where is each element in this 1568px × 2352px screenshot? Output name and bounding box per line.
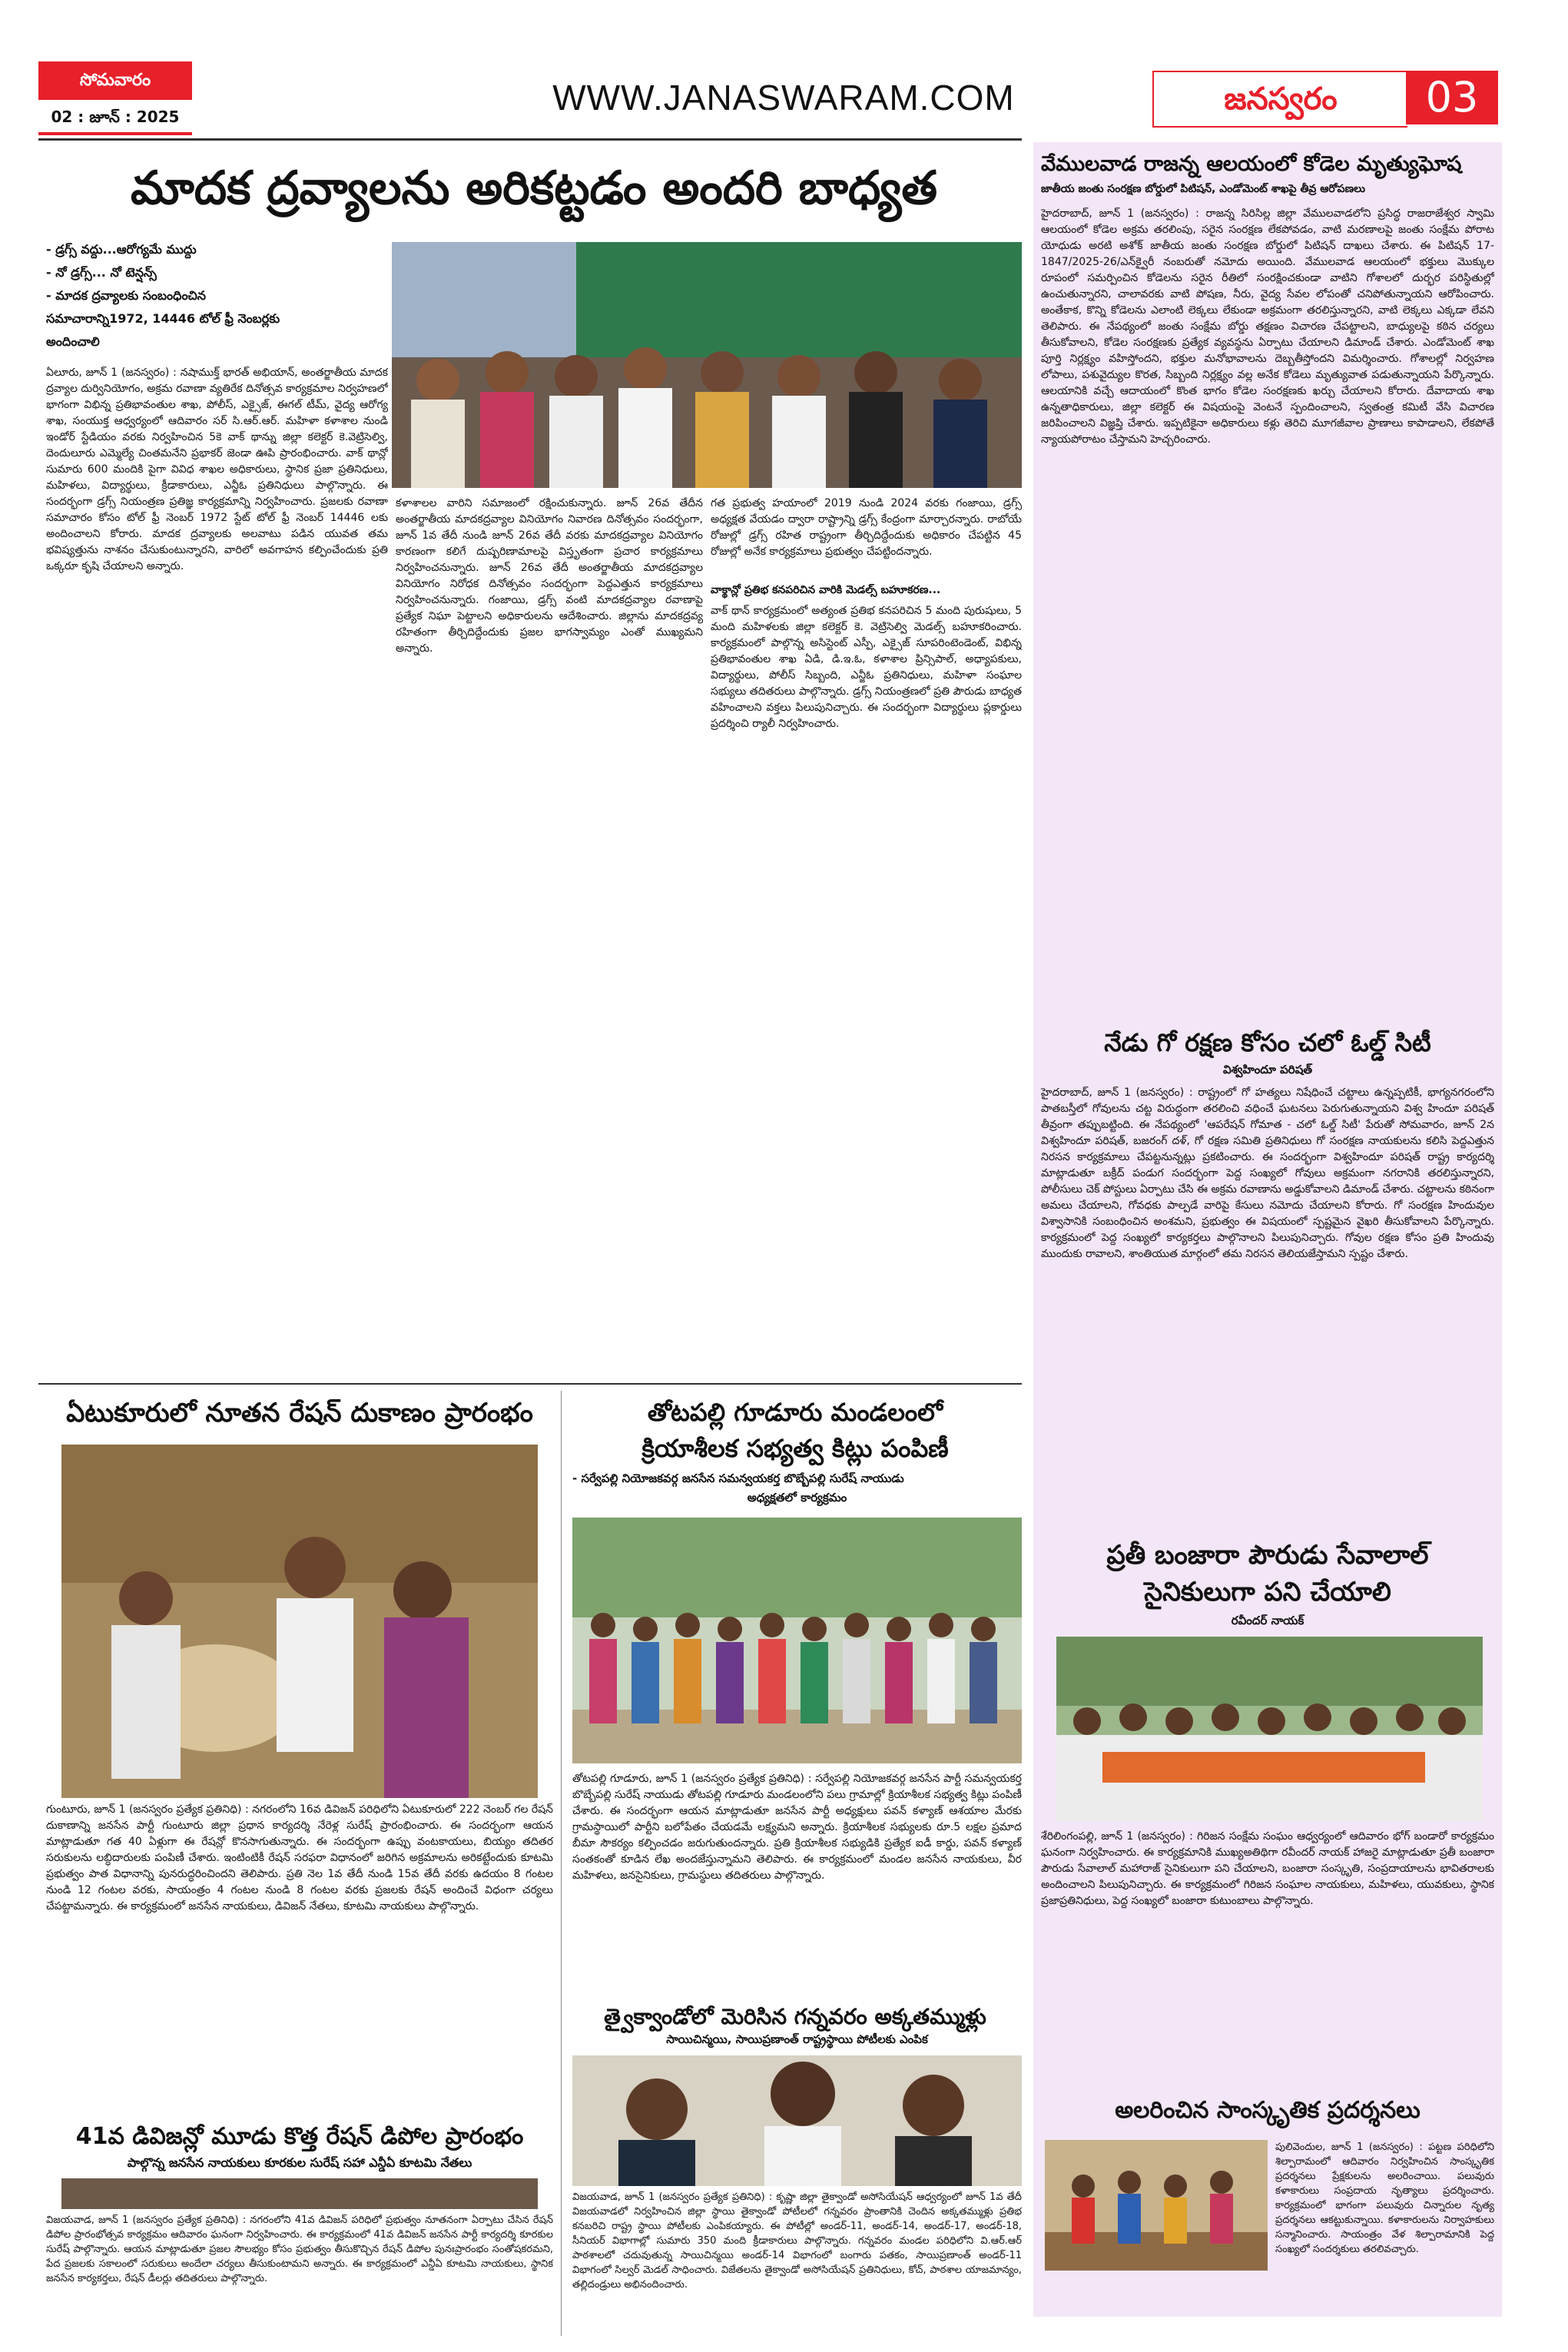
ration1-headline: ఏటుకూరులో నూతన రేషన్ దుకాణం ప్రారంభం	[66, 1398, 533, 1428]
kits-photo	[572, 1518, 1022, 1763]
section-rule	[38, 1383, 1022, 1385]
day-label: సోమవారం	[38, 61, 192, 100]
ration1-body: గుంటూరు, జూన్ 1 (జనస్వరం ప్రత్యేక ప్రతినిధి) : నగరంలోని 16వ డివిజన్ పరిధిలోని ఏటుకూరులో 222 నెంబర్ గల రేషన్ దుకాణాన్ని జనసేన పార్టీ గుంటూరు జిల్లా ప్రధాన కార్యదర్శి నేరెళ్ల సురేష్ ప్రారంభించారు. ఈ సందర్భంగా ఆయన మాట్లాడుతూ గత 40 ఏళ్లుగా ఈ రేషన్లో కొనసాగుతున్నారు. ఈ సందర్భంగా ఉప్పు వంటకాయలు, బియ్యం తదితర సరుకులను లబ్ధిదారులకు పంపిణీ చేశారు. ఇంటింటికీ రేషన్ సరఫరా విధానంలో జరిగిన అక్రమాలను అరికట్టేందుకు కూటమి ప్రభుత్వం పాత విధానాన్ని పునరుద్ధరించిందని తెలిపారు. ప్రతి నెల 1వ తేదీ నుండి 15వ తేదీ వరకు ఉదయం 8 గంటల నుండి 12 గంటల వరకు, సాయంత్రం 4 గంటల నుండి 8 గంటల వరకు ప్రజలకు రేషన్ అందించే విధంగా చర్యలు చేపట్టామన్నారు. ఈ కార్యక్రమంలో జనసేన నాయకులు, డివిజన్ నేతలు, కూటమి నాయకులు పాల్గొన్నారు.	[46, 1803, 553, 1912]
site-url[interactable]: WWW.JANASWARAM.COM	[552, 78, 1015, 118]
sports-photo	[572, 2055, 1022, 2186]
ration2-subhead: పాల్గొన్న జనసేన నాయకులు కూరకుల సురేష్ సహా ఎన్డీఏ కూటమి నేతలు	[127, 2155, 472, 2170]
main-headline: మాదక ద్రవ్యాలను అరికట్టడం అందరి బాధ్యత	[130, 161, 938, 215]
side-headline2: నేడు గో రక్షణ కోసం చలో ఓల్డ్ సిటీ	[1104, 1028, 1431, 1057]
side-photo4	[1045, 2140, 1268, 2271]
main-body-col3: గత ప్రభుత్వ హయాంలో 2019 నుండి 2024 వరకు గంజాయి, డ్రగ్స్ అధ్యక్షత వేయడం ద్వారా రాష్ట్రాన్ని డ్రగ్స్ కేంద్రంగా మార్చారన్నారు. రాబోయే రోజుల్లో డ్రగ్స్ రహిత రాష్ట్రంగా తీర్చిదిద్దేందుకు అధికారం చేపట్టిన 45 రోజుల్లో అనేక కార్యక్రమాలు ప్రభుత్వం చేపట్టిందన్నారు.	[711, 497, 1022, 558]
main-body-col2: కళాశాలల వారిని సమాజంలో రక్షించుకున్నారు. జూన్ 26వ తేదీన అంతర్జాతీయ మాదకద్రవ్యాల వినియోగం నివారణ దినోత్సవం సందర్భంగా, జూన్ 1వ తేదీ నుండి జూన్ 26వ తేదీ వరకు మాదకద్రవ్యాల వినియోగం కారణంగా కలిగే దుష్పరిణామాలపై విస్తృతంగా ప్రచార కార్యక్రమాలు నిర్వహించనున్నారు. జూన్ 26వ తేదీ అంతర్జాతీయ మాదకద్రవ్యాల వినియోగం నిరోధక దినోత్సవం సందర్భంగా పెద్దఎత్తున కార్యక్రమాలు నిర్వహించనున్నారు. గంజాయి, డ్రగ్స్ వంటి మాదకద్రవ్యాల రవాణాపై ప్రత్యేక నిఘా పెట్టాలని అధికారులను ఆదేశించారు. జిల్లాను మాదకద్రవ్య రహితంగా తీర్చిదిద్దేందుకు ప్రజల భాగస్వామ్యం ఎంతో ముఖ్యమని అన్నారు.	[396, 497, 703, 655]
main-photo	[392, 242, 1022, 488]
main-body-col1: ఏలూరు, జూన్ 1 (జనస్వరం) : నషాముక్త్ భారత్ అభియాన్, అంతర్జాతీయ మాదక ద్రవ్యాల దుర్వినియోగం, అక్రమ రవాణా వ్యతిరేక దినోత్సవ కార్యక్రమాల నిర్వహణలో భాగంగా విభిన్న ప్రతిభావంతుల శాఖ, పోలీస్, ఎక్సైజ్, ఈగల్ టీమ్, వైద్య ఆరోగ్య శాఖ, సంయుక్త ఆధ్వర్యంలో ఆదివారం సర్ సి.ఆర్.ఆర్. మహిళా కళాశాల నుండి ఇండోర్ స్టేడియం వరకు నిర్వహించిన 5కె వాక్ థాన్ను జిల్లా కలెక్టర్ కె.వెట్రిసెల్వి, దెందులూరు ఎమ్మెల్యే చింతమనేని ప్రభాకర్ జెండా ఊపి ప్రారంభించారు. వాక్ థాన్లో సుమారు 600 మందికి పైగా వివిధ శాఖల అధికారులు, స్థానిక ప్రజా ప్రతినిధులు, మహిళలు, విద్యార్థులు, క్రీడాకారులు, ఎన్జీఓ ప్రతినిధులు పాల్గొన్నారు. ఈ సందర్భంగా డ్రగ్స్ నియంత్రణ ప్రతిజ్ఞ కార్యక్రమాన్ని నిర్వహించారు. ప్రజలకు రవాణా సమాచారం కోసం టోల్ ఫ్రీ నెంబర్ 1972 స్టేట్ టోల్ ఫ్రీ నెంబర్ 14446 లకు అందించాలని కోరారు. మాదక ద్రవ్యాలకు అలవాటు పడిన యువత తమ భవిష్యత్తును నాశనం చేసుకుంటున్నారని, వారిలో అవగాహన కల్పించేందుకు ప్రతి ఒక్కరూ కృషి చేయాలని అన్నారు.	[46, 367, 388, 572]
kits-subhead2: అధ్యక్షతలో కార్యక్రమం	[747, 1491, 847, 1504]
bullet-item: - డ్రగ్స్ వద్దు...ఆరోగ్యమే ముద్దు	[46, 242, 197, 257]
ration1-photo	[61, 1445, 538, 1798]
side-photo3	[1056, 1637, 1483, 1821]
kits-body: తోటపల్లి గూడూరు, జూన్ 1 (జనస్వరం ప్రత్యేక ప్రతినిధి) : సర్వేపల్లి నియోజకవర్గ జనసేన పార్టీ సమన్వయకర్త బొబ్బేపల్లి సురేష్ నాయుడు తోటపల్లి గూడూరు మండలంలోని పలు గ్రామాల్లో క్రియాశీలక సభ్యత్వ కిట్లు పంపిణీ చేశారు. ఈ సందర్భంగా ఆయన మాట్లాడుతూ జనసేన పార్టీ అధ్యక్షులు పవన్ కళ్యాణ్ ఆశయాల మేరకు గ్రామస్థాయిలో పార్టీని బలోపేతం చేయడమే లక్ష్యమని అన్నారు. క్రియాశీలక సభ్యులకు రూ.5 లక్షల ప్రమాద బీమా సౌకర్యం కల్పించడం జరుగుతుందన్నారు. ప్రతి క్రియాశీలక సభ్యుడికి ప్రత్యేక ఐడీ కార్డు, పవన్ కళ్యాణ్ సంతకంతో కూడిన లేఖ అందజేస్తున్నామని తెలిపారు. ఈ కార్యక్రమంలో మండల జనసేన నాయకులు, వీర మహిళలు, జనసైనికులు, గ్రామస్థులు తదితరులు పాల్గొన్నారు.	[572, 1773, 1022, 1882]
bullet-item: సమాచారాన్ని1972, 14446 టోల్ ఫ్రీ నెంబర్లకు	[46, 311, 280, 326]
bullet-item: అందించాలి	[46, 334, 100, 349]
kits-headline-line1: తోటపల్లి గూడూరు మండలంలో	[647, 1398, 943, 1427]
main-body-col3b: వాక్ థాన్ కార్యక్రమంలో అత్యంత ప్రతిభ కనపరిచిన 5 మంది పురుషులు, 5 మంది మహిళలకు జిల్లా కలెక్టర్ కె. వెట్రిసెల్వి మెడల్స్ బహూకరించారు. కార్యక్రమంలో పాల్గొన్న అసిస్టెంట్ ఎస్పీ, ఎక్సైజ్ సూపరింటెండెంట్, విభిన్న ప్రతిభావంతుల శాఖ ఏడి, డి.ఇ.ఓ, కళాశాల ప్రిన్సిపాల్, అధ్యాపకులు, విద్యార్థులు, పోలీస్ సిబ్బంది, ఎన్జీఓ ప్రతినిధులు, మహిళా సంఘాల సభ్యులు తదితరులు పాల్గొన్నారు. డ్రగ్స్ నియంత్రణలో ప్రతి పౌరుడు బాధ్యత వహించాలని వక్తలు పిలుపునిచ్చారు. ఈ సందర్భంగా విద్యార్థులు ప్లకార్డులు ప్రదర్శించి ర్యాలీ నిర్వహించారు.	[711, 605, 1022, 730]
main-subhead: వాక్థాన్లో ప్రతిభ కనపరిచిన వారికి మెడల్స్ బహూకరణ...	[711, 584, 941, 596]
kits-subhead: - సర్వేపల్లి నియోజకవర్గ జనసేన సమన్వయకర్త బొబ్బేపల్లి సురేష్ నాయుడు	[572, 1471, 904, 1485]
sports-body: విజయవాడ, జూన్ 1 (జనస్వరం ప్రత్యేక ప్రతినిధి) : కృష్ణా జిల్లా తైక్వాండో అసోసియేషన్ ఆధ్వర్యంలో జూన్ 1వ తేదీ విజయవాడలో నిర్వహించిన జిల్లా స్థాయి తైక్వాండో పోటీలలో గన్నవరం ప్రాంతానికి చెందిన అక్కతమ్ముళ్లు ప్రతిభ కనబరిచి రాష్ట్ర స్థాయి పోటీలకు ఎంపికయ్యారు. ఈ పోటీల్లో అండర్-11, అండర్-14, అండర్-17, అండర్-18, సీనియర్ విభాగాల్లో సుమారు 350 మంది క్రీడాకారులు పాల్గొన్నారు. గన్నవరం మండల పరిధిలోని వి.ఆర్.ఆర్ పాఠశాలలో చదువుతున్న సాయిచిన్మయి అండర్-14 విభాగంలో బంగారు పతకం, సాయిప్రణాంత్ అండర్-11 విభాగంలో సిల్వర్ మెడల్ సాధించారు. విజేతలను తైక్వాండో అసోసియేషన్ ప్రతినిధులు, కోచ్, పాఠశాల యాజమాన్యం, తల్లిదండ్రులు అభినందించారు.	[572, 2191, 1022, 2291]
sports-subhead: సాయిచిన్మయి, సాయిప్రణాంత్ రాష్ట్రస్థాయి పోటీలకు ఎంపిక	[666, 2032, 928, 2046]
side-subhead: జాతీయ జంతు సంరక్షణ బోర్డులో పిటిషన్, ఎండోమెంట్ శాఖపై తీవ్ర ఆరోపణలు	[1041, 183, 1365, 195]
newspaper-logo: జనస్వరం	[1152, 71, 1407, 128]
side-headline4: అలరించిన సాంస్కృతిక ప్రదర్శనలు	[1115, 2097, 1420, 2124]
date-label: 02 : జూన్ : 2025	[38, 101, 192, 135]
main-bullets	[46, 238, 384, 353]
side-body4: పులివెందుల, జూన్ 1 (జనస్వరం) : పట్టణ పరిధిలోని శిల్పారామంలో ఆదివారం నిర్వహించిన సాంస్కృతిక ప్రదర్శనలు ప్రేక్షకులను అలరించాయి. పలువురు కళాకారులు సంప్రదాయ నృత్యాలు ప్రదర్శించారు. కార్యక్రమంలో భాగంగా పలువురు చిన్నారుల నృత్య ప్రదర్శనలు ఆకట్టుకున్నాయి. కళాకారులను నిర్వాహకులు సన్మానించారు. సాయంత్రం వేళ శిల్పారామానికి పెద్ద సంఖ్యలో సందర్శకులు తరలివచ్చారు.	[1275, 2141, 1494, 2255]
sports-headline: త్వైక్వాండోలో మెరిసిన గన్నవరం అక్కతమ్ముళ్లు	[604, 2004, 986, 2029]
side-body3: శేరిలింగంపల్లి, జూన్ 1 (జనస్వరం) : గిరిజన సంక్షేమ సంఘం ఆధ్వర్యంలో ఆదివారం భోగ్ బండారో కార్యక్రమం ఘనంగా నిర్వహించారు. ఈ కార్యక్రమానికి ముఖ్యఅతిథిగా రవీందర్ నాయక్ హాజరై మాట్లాడుతూ ప్రతీ బంజారా పౌరుడు సేవాలాల్ మహారాజ్ సైనికులుగా పని చేయాలని, బంజారా సంస్కృతి, సంప్రదాయాలను భావితరాలకు అందించాలని పిలుపునిచ్చారు. ఈ కార్యక్రమంలో గిరిజన సంఘాల నాయకులు, మహిళలు, యువకులు, స్థానిక ప్రజాప్రతినిధులు, పెద్ద సంఖ్యలో బంజారా కుటుంబాలు పాల్గొన్నారు.	[1041, 1830, 1494, 1907]
ration2-headline: 41వ డివిజన్లో మూడు కొత్త రేషన్ డిపోల ప్రారంభం	[75, 2123, 524, 2150]
side-headline: వేములవాడ రాజన్న ఆలయంలో కోడెల మృత్యుఘోష	[1041, 152, 1462, 176]
bullet-item: - నో డ్రగ్స్... నో టెన్షన్స్	[46, 265, 157, 280]
bullet-item: - మాదక ద్రవ్యాలకు సంబంధించిన	[46, 288, 207, 303]
page-number: 03	[1406, 71, 1498, 124]
header-rule	[38, 138, 1022, 141]
side-subhead3: రవీందర్ నాయక్	[1231, 1614, 1304, 1627]
ration2-body: విజయవాడ, జూన్ 1 (జనస్వరం ప్రత్యేక ప్రతినిధి) : నగరంలోని 41వ డివిజన్ పరిధిలో ప్రభుత్వం నూతనంగా ఏర్పాటు చేసిన రేషన్ డిపోల ప్రారంభోత్సవ కార్యక్రమం ఆదివారం ఘనంగా నిర్వహించారు. ఈ కార్యక్రమంలో 41వ డివిజన్ జనసేన పార్టీ కార్యదర్శి కూరకుల సురేష్ పాల్గొన్నారు. ఆయన మాట్లాడుతూ ప్రజల సౌలభ్యం కోసం ప్రభుత్వం తీసుకొచ్చిన రేషన్ డిపోల పునఃప్రారంభం సంతోషకరమని, పేద ప్రజలకు సకాలంలో సరుకులు అందేలా చర్యలు తీసుకుంటామని అన్నారు. ఈ కార్యక్రమంలో ఎన్డీఏ కూటమి నాయకులు, స్థానిక జనసేన కార్యకర్తలు, రేషన్ డీలర్లు తదితరులు పాల్గొన్నారు.	[46, 2214, 553, 2284]
side-headline3-line1: ప్రతీ బంజారా పౌరుడు సేవాలాల్	[1106, 1540, 1429, 1571]
side-body2: హైదరాబాద్, జూన్ 1 (జనస్వరం) : రాష్ట్రంలో గో హత్యలు నిషేధించే చట్టాలు ఉన్నప్పటికీ, భాగ్యనగరంలోని పాతబస్తీలో గోవులను చట్ట విరుద్ధంగా తరలించి వధించే ఘటనలు పెరుగుతున్నాయని విశ్వ హిందూ పరిషత్ తీవ్రంగా తప్పుబట్టింది. ఈ నేపథ్యంలో 'ఆపరేషన్ గోమాత - చలో ఓల్డ్ సిటీ' పేరుతో సోమవారం, జూన్ 2న విశ్వహిందూ పరిషత్, బజరంగ్ దళ్, గో రక్షణ సమితి ప్రతినిధులు గో సంరక్షణ నాయకులను కలిసి పెద్దఎత్తున నిరసన కార్యక్రమాలు చేపట్టనున్నట్లు ప్రకటించారు. ఈ సందర్భంగా విశ్వహిందూ పరిషత్ రాష్ట్ర కార్యదర్శి మాట్లాడుతూ బక్రీద్ పండుగ సందర్భంగా పెద్ద సంఖ్యలో గోవులు అక్రమంగా నగరానికి తరలిస్తున్నారని, పోలీసులు చెక్ పోస్టులు ఏర్పాటు చేసి ఈ అక్రమ రవాణాను అడ్డుకోవాలని డిమాండ్ చేశారు. చట్టాలను కఠినంగా అమలు చేయాలని, గోవధకు పాల్పడే వారిపై కేసులు నమోదు చేయాలని కోరారు. గో సంరక్షణ హిందువుల విశ్వాసానికి సంబంధించిన అంశమని, ప్రభుత్వం ఈ విషయంలో స్పష్టమైన వైఖరి తీసుకోవాలని పేర్కొన్నారు. కార్యక్రమంలో పెద్ద సంఖ్యలో కార్యకర్తలు పాల్గొనాలని పిలుపునిచ్చారు. గోవుల రక్షణ కోసం ప్రతి హిందువు ముందుకు రావాలని, శాంతియుత మార్గంలో తమ నిరసన తెలియజేస్తామని స్పష్టం చేశారు.	[1041, 1086, 1494, 1260]
side-body: హైదరాబాద్, జూన్ 1 (జనస్వరం) : రాజన్న సిరిసిల్ల జిల్లా వేములవాడలోని ప్రసిద్ధ రాజరాజేశ్వర స్వామి ఆలయంలో కోడెల అక్రమ తరలింపు, సరైన సంరక్షణ లేకపోవడం, వాటి మరణాలపై జంతు సంక్షేమ పోరాట యోధుడు అరటి అశోక్ జాతీయ జంతు సంరక్షణ బోర్డులో పిటిషన్ దాఖలు చేశారు. ఈ పిటిషన్ 17-1847/2025-26/ఎన్‌క్వైరీ నంబరుతో నమోదు అయింది. వేములవాడ ఆలయంలో భక్తులు మొక్కుల రూపంలో సమర్పించిన కోడెలను సరైన రీతిలో సంరక్షించకుండా వాటిని గోశాలలో దుర్భర పరిస్థితుల్లో ఉంచుతున్నారని, చాలావరకు వాటి పోషణ, నీరు, వైద్య సేవల లోపంతో చనిపోతున్నాయని ఆరోపించారు. అంతేకాక, కొన్ని కోడెలను ఎలాంటి లెక్కలు లేకుండా అక్రమంగా తరలిస్తున్నారని, వాటి లెక్కలు ఎక్కడా లేవని తెలిపారు. ఈ నేపథ్యంలో జంతు సంక్షేమ బోర్డు తక్షణం విచారణ చేపట్టాలని, బాధ్యులపై కఠిన చర్యలు తీసుకోవాలని, కోడెల సంరక్షణకు ప్రత్యేక వ్యవస్థను ఏర్పాటు చేయాలని డిమాండ్ చేశారు. ఎండోమెంట్ శాఖ పూర్తి నిర్లక్ష్యం వహిస్తోందని, భక్తుల మనోభావాలను దెబ్బతీస్తోందని విమర్శించారు. గోశాలల్లో నిర్వహణ లోపాలు, పశువైద్యుల కొరత, సిబ్బంది నిర్లక్ష్యం వల్ల అనేక కోడెలు మృత్యువాత పడుతున్నాయని పేర్కొన్నారు. ఆలయానికి వచ్చే ఆదాయంలో కొంత భాగం కోడెల సంరక్షణకు ఖర్చు చేయాలని కోరారు. దేవాదాయ శాఖ ఉన్నతాధికారులు, జిల్లా కలెక్టర్ ఈ విషయంపై వెంటనే స్పందించాలని, స్వతంత్ర కమిటీ వేసి విచారణ జరిపించాలని విజ్ఞప్తి చేశారు. ఇప్పటికైనా అధికారులు కళ్లు తెరిచి మూగజీవాల ప్రాణాలు కాపాడాలని, లేకపోతే న్యాయపోరాటం చేస్తామని హెచ్చరించారు.	[1041, 207, 1494, 446]
kits-headline-line2: క్రియాశీలక సభ్యత్వ కిట్లు పంపిణీ	[641, 1434, 949, 1463]
column-divider	[561, 1391, 562, 2336]
side-headline3-line2: సైనికులుగా పని చేయాలి	[1144, 1577, 1391, 1607]
side-subhead2: విశ్వహిందూ పరిషత్	[1222, 1063, 1313, 1076]
ration2-photo	[61, 2178, 538, 2209]
